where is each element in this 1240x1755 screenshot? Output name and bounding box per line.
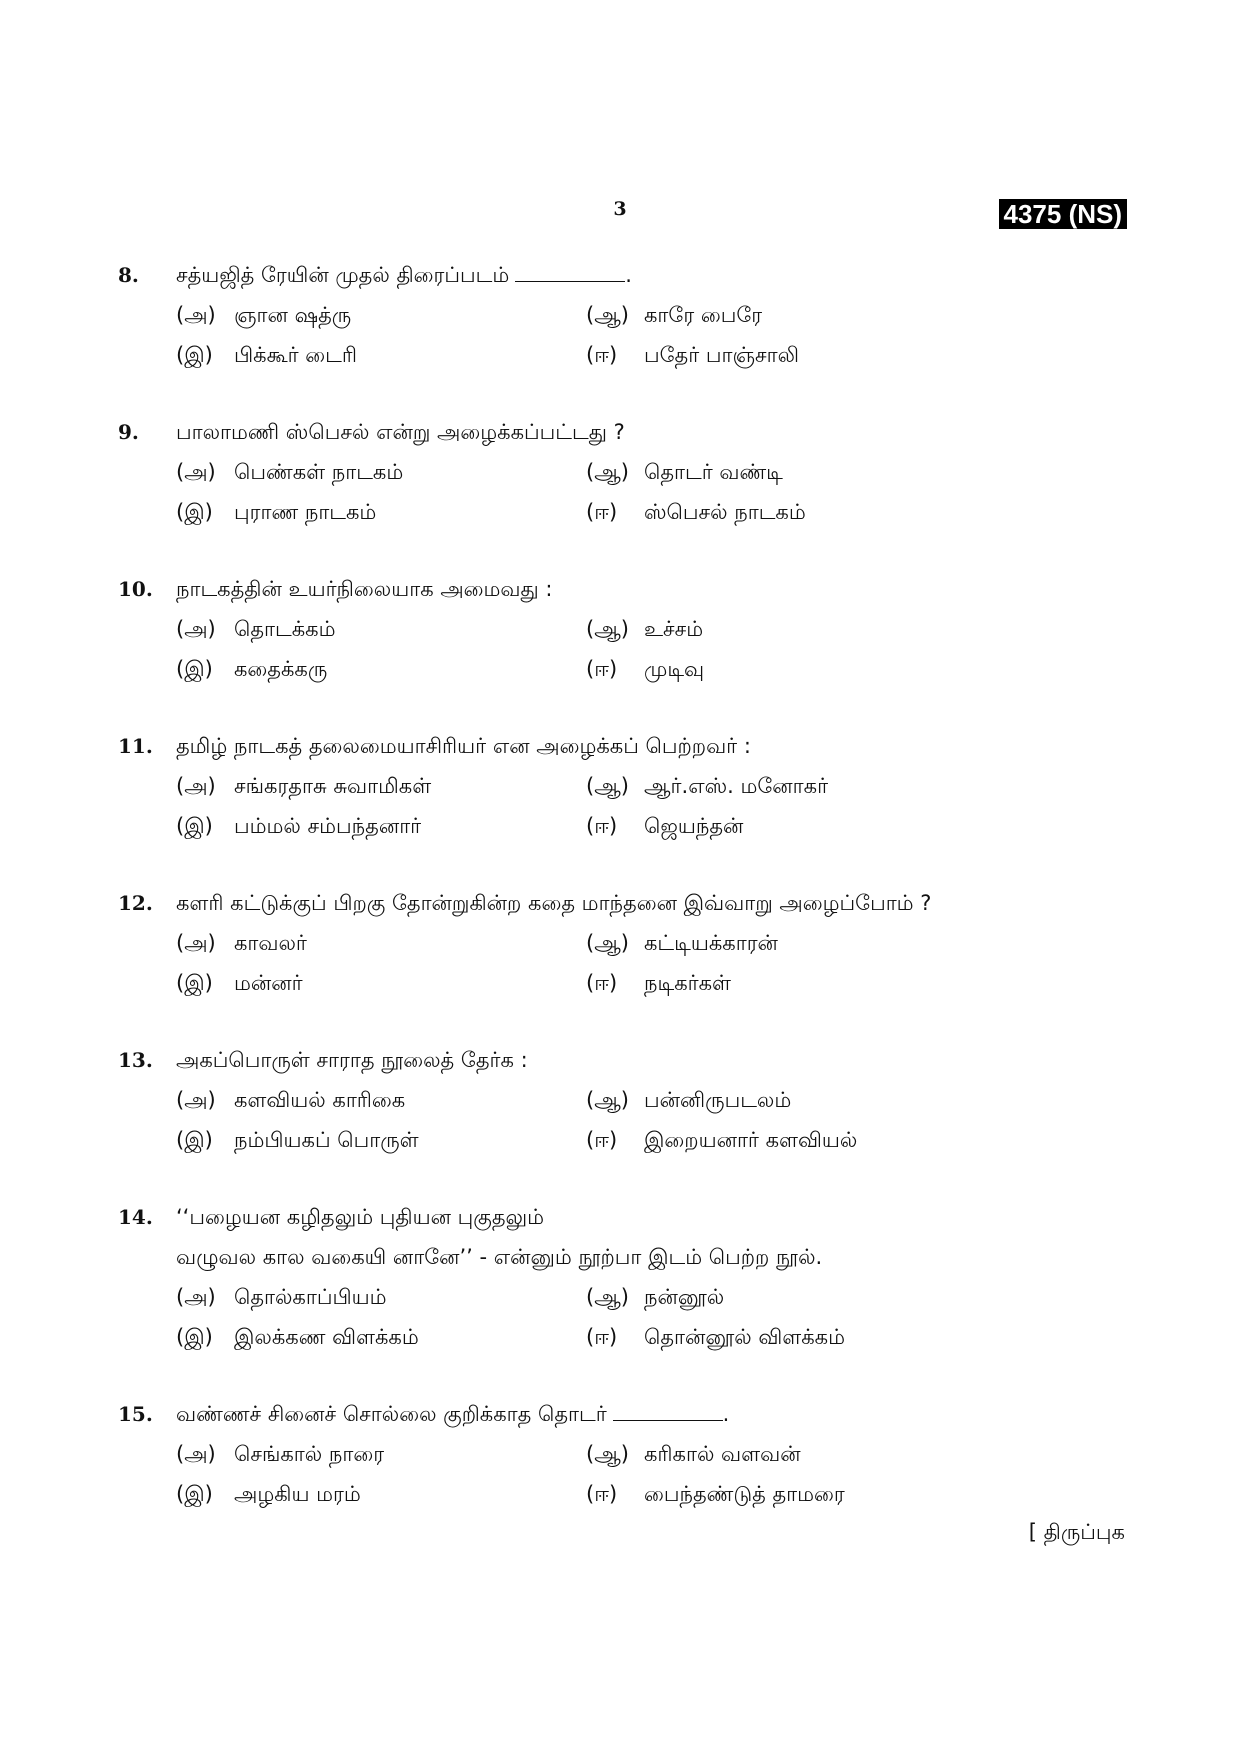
option-text: முடிவு	[644, 657, 705, 681]
question-number: 14.	[118, 1205, 153, 1229]
option-text: அழகிய மரம்	[234, 1482, 361, 1506]
option-label: (இ)	[176, 500, 213, 524]
question-number: 15.	[118, 1402, 153, 1426]
option-text: தொல்காப்பியம்	[234, 1285, 387, 1309]
option-label: (இ)	[176, 1128, 213, 1152]
question-number: 13.	[118, 1048, 153, 1072]
option	[586, 609, 1006, 649]
question-number: 12.	[118, 891, 153, 915]
option	[176, 295, 586, 335]
option	[176, 963, 586, 1003]
page-number: 3	[613, 198, 627, 220]
question-text: களரி கட்டுக்குப் பிறகு தோன்றுகின்ற கதை மாந்தனை இவ்வாறு அழைப்போம் ?	[176, 891, 932, 915]
option-label: (இ)	[176, 1325, 213, 1349]
options-grid	[176, 1434, 1128, 1514]
option-text: கரிகால் வளவன்	[644, 1442, 801, 1466]
option-label: (அ)	[176, 774, 216, 798]
option	[586, 1434, 1006, 1474]
options-grid	[176, 923, 1128, 1003]
option-label: (அ)	[176, 1442, 216, 1466]
option-text: பதேர் பாஞ்சாலி	[644, 343, 800, 367]
option-text: தொன்னூல் விளக்கம்	[644, 1325, 846, 1349]
option-label: (ஈ)	[586, 657, 618, 681]
option-label: (இ)	[176, 657, 213, 681]
option-text: காவலர்	[234, 931, 307, 955]
option	[176, 1317, 586, 1357]
question-text: நாடகத்தின் உயர்நிலையாக அமைவது :	[176, 577, 553, 601]
option-text: நம்பியகப் பொருள்	[234, 1128, 419, 1152]
option-label: (இ)	[176, 814, 213, 838]
answer-blank	[515, 263, 625, 282]
question-10	[118, 569, 1128, 689]
question-13	[118, 1040, 1128, 1160]
option	[586, 335, 1006, 375]
option-label: (ஈ)	[586, 814, 618, 838]
question-15	[118, 1394, 1128, 1514]
option	[586, 492, 1006, 532]
option-label: (ஈ)	[586, 500, 618, 524]
option-text: பன்னிருபடலம்	[644, 1088, 792, 1112]
question-8	[118, 255, 1128, 375]
option	[176, 1434, 586, 1474]
option-text: நன்னூல்	[644, 1285, 725, 1309]
option	[586, 452, 1006, 492]
option	[176, 1120, 586, 1160]
question-terminator: .	[625, 263, 632, 287]
option	[176, 335, 586, 375]
option-text: தொடர் வண்டி	[644, 460, 783, 484]
option-label: (அ)	[176, 303, 216, 327]
option	[176, 452, 586, 492]
option	[586, 1277, 1006, 1317]
option-text: பைந்தண்டுத் தாமரை	[644, 1482, 845, 1506]
question-text: பாலாமணி ஸ்பெசல் என்று அழைக்கப்பட்டது ?	[176, 420, 625, 444]
option-text: தொடக்கம்	[234, 617, 336, 641]
option	[586, 1474, 1006, 1514]
question-number: 8.	[118, 263, 139, 287]
option-label: (அ)	[176, 1088, 216, 1112]
question-list	[118, 255, 1128, 1551]
question-number: 11.	[118, 734, 153, 758]
question-text: சத்யஜித் ரேயின் முதல் திரைப்படம்	[176, 263, 510, 287]
option	[586, 295, 1006, 335]
option-label: (ஈ)	[586, 1128, 618, 1152]
option	[586, 1080, 1006, 1120]
option-label: (ஆ)	[586, 1088, 629, 1112]
option-text: கட்டியக்காரன்	[644, 931, 778, 955]
question-text: ‘‘பழையன கழிதலும் புதியன புகுதலும்	[176, 1205, 545, 1229]
option-text: காரே பைரே	[644, 303, 763, 327]
option-label: (அ)	[176, 617, 216, 641]
option	[586, 923, 1006, 963]
option-text: பம்மல் சம்பந்தனார்	[234, 814, 422, 838]
option	[176, 649, 586, 689]
option-text: இலக்கண விளக்கம்	[234, 1325, 419, 1349]
options-grid	[176, 295, 1128, 375]
option-text: நடிகர்கள்	[644, 971, 731, 995]
option-label: (ஆ)	[586, 774, 629, 798]
option-label: (ஈ)	[586, 1325, 618, 1349]
option-label: (அ)	[176, 1285, 216, 1309]
option	[586, 1120, 1006, 1160]
options-grid	[176, 1080, 1128, 1160]
option-text: கதைக்கரு	[234, 657, 328, 681]
option-text: பிக்கூர் டைரி	[234, 343, 357, 367]
option-label: (ஆ)	[586, 303, 629, 327]
option-text: பெண்கள் நாடகம்	[234, 460, 404, 484]
question-text: அகப்பொருள் சாராத நூலைத் தேர்க :	[176, 1048, 528, 1072]
option	[176, 766, 586, 806]
option	[176, 1080, 586, 1120]
option-label: (ஆ)	[586, 1285, 629, 1309]
option	[176, 609, 586, 649]
option	[586, 766, 1006, 806]
option-label: (ஈ)	[586, 343, 618, 367]
question-text: வண்ணச் சினைச் சொல்லை குறிக்காத தொடர்	[176, 1402, 607, 1426]
option-label: (ஆ)	[586, 460, 629, 484]
option-label: (ஆ)	[586, 617, 629, 641]
question-12	[118, 883, 1128, 1003]
option-label: (ஈ)	[586, 1482, 618, 1506]
answer-blank	[613, 1402, 723, 1421]
option	[586, 1317, 1006, 1357]
question-number: 10.	[118, 577, 153, 601]
question-11	[118, 726, 1128, 846]
option	[586, 649, 1006, 689]
option-text: களவியல் காரிகை	[234, 1088, 406, 1112]
question-14	[118, 1197, 1128, 1357]
option	[176, 492, 586, 532]
paper-code-badge: 4375 (NS)	[999, 199, 1128, 229]
option-text: சங்கரதாசு சுவாமிகள்	[234, 774, 432, 798]
question-text: தமிழ் நாடகத் தலைமையாசிரியர் என அழைக்கப் பெற்றவர் :	[176, 734, 751, 758]
question-number: 9.	[118, 420, 139, 444]
options-grid	[176, 452, 1128, 532]
option-label: (அ)	[176, 460, 216, 484]
option-label: (இ)	[176, 1482, 213, 1506]
option-text: ஆர்.எஸ். மனோகர்	[644, 774, 829, 798]
options-grid	[176, 1277, 1128, 1357]
option-label: (ஆ)	[586, 931, 629, 955]
question-9	[118, 412, 1128, 532]
option-label: (இ)	[176, 971, 213, 995]
option-label: (அ)	[176, 931, 216, 955]
option	[176, 806, 586, 846]
question-text-continued: வழுவல கால வகையி னானே’’ - என்னும் நூற்பா இடம் பெற்ற நூல்.	[176, 1245, 823, 1269]
options-grid	[176, 766, 1128, 846]
option-label: (ஆ)	[586, 1442, 629, 1466]
option	[176, 923, 586, 963]
option	[586, 963, 1006, 1003]
option-text: உச்சம்	[644, 617, 704, 641]
option	[176, 1277, 586, 1317]
turn-over-label: [ திருப்புக	[1028, 1520, 1125, 1544]
options-grid	[176, 609, 1128, 689]
option-text: ஜெயந்தன்	[644, 814, 744, 838]
option	[586, 806, 1006, 846]
option-text: ஞான ஷத்ரு	[234, 303, 352, 327]
option-label: (ஈ)	[586, 971, 618, 995]
question-terminator: .	[722, 1402, 730, 1426]
option-text: மன்னர்	[234, 971, 303, 995]
option-text: புராண நாடகம்	[234, 500, 377, 524]
option-text: ஸ்பெசல் நாடகம்	[644, 500, 806, 524]
option-label: (இ)	[176, 343, 213, 367]
option-text: இறையனார் களவியல்	[644, 1128, 858, 1152]
option	[176, 1474, 586, 1514]
option-text: செங்கால் நாரை	[234, 1442, 385, 1466]
